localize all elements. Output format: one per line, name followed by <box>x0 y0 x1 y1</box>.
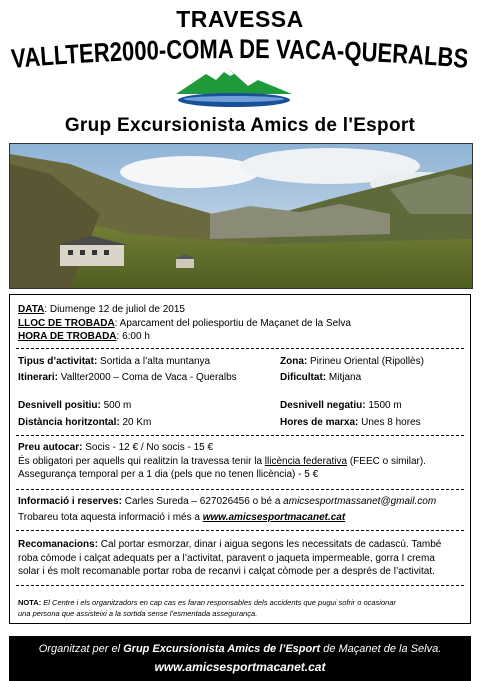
section-terrain <box>18 399 462 433</box>
footer-org-name: Grup Excursionista Amics de l’Esport <box>123 643 321 655</box>
footer <box>9 636 471 681</box>
preu-value: Socis - 12 € / No socis - 15 € <box>82 442 214 453</box>
distancia-value: 20 Km <box>119 417 152 428</box>
informacio-value: Carles Sureda – 627026456 o bé a <box>121 496 284 507</box>
desnivell-pos-value: 500 m <box>100 400 132 411</box>
hores-row <box>280 416 421 430</box>
info-box <box>9 294 471 624</box>
itinerari-label: Itinerari: <box>18 372 59 383</box>
data-row <box>18 303 462 317</box>
nota-line1 <box>18 597 462 608</box>
preu-row <box>18 441 462 455</box>
footer-text-c: de Maçanet de la Selva. <box>320 643 442 655</box>
email-link[interactable]: amicsesportmassanet@gmail.com <box>283 496 437 507</box>
dificultat-value: Mitjana <box>326 372 362 383</box>
obligatori-text: És obligatori per aquells qui realitzin la travessa tenir la <box>18 455 265 467</box>
divider <box>16 435 464 436</box>
hora-row <box>18 330 462 344</box>
section-contact <box>18 495 462 524</box>
recom-line3: solar i és molt recomanable portar roba de recanvi i calçat còmode per a després de l’activitat. <box>18 566 435 577</box>
dificultat-label: Dificultat: <box>280 372 327 383</box>
informacio-label: Informació i reserves: <box>18 496 122 507</box>
recom-label: Recomanacions: <box>18 539 99 550</box>
desnivell-neg-label: Desnivell negatiu: <box>280 400 366 411</box>
recom-text1: Cal portar esmorzar, dinar i aigua segons les necessitats de cadascú. També <box>98 539 442 550</box>
tipus-value: Sortida a l’alta muntanya <box>97 356 211 367</box>
asseguranca-row: Assegurança temporal per a 1 dia (pels que no tenen llicència) - 5 € <box>18 469 319 480</box>
recom-line1 <box>18 538 462 552</box>
trobareu-text: Trobareu tota aquesta informació i més a <box>18 511 203 523</box>
nota-text1: El Centre i els organitzadors en cap cas es faran responsables dels accidents que pugui sofrir o ocasionar <box>41 598 396 607</box>
nota-line2: una persona que assisteixi a la sortida sense l’esmentada assegurança. <box>18 609 258 618</box>
divider <box>16 585 464 586</box>
zona-label: Zona: <box>280 356 308 367</box>
lloc-value: : Aparcament del poliesportiu de Maçanet de la Selva <box>114 317 351 329</box>
title-line1: TRAVESSA <box>176 6 304 32</box>
nota-label: NOTA: <box>18 598 42 607</box>
website-link[interactable]: www.amicsesportmacanet.cat <box>202 511 346 523</box>
lloc-row <box>18 317 462 331</box>
landscape-photo <box>9 143 473 289</box>
desnivell-neg-value: 1500 m <box>365 400 402 411</box>
hora-value: : 6:00 h <box>116 331 150 342</box>
informacio-row <box>18 495 462 509</box>
trobareu-row <box>18 511 462 525</box>
distancia-row <box>18 416 151 430</box>
itinerari-value: Vallter2000 – Coma de Vaca - Queralbs <box>58 372 237 383</box>
llicencia-link[interactable]: llicència federativa <box>264 455 348 467</box>
divider <box>16 489 464 490</box>
section-price <box>18 441 462 482</box>
dificultat-row <box>280 371 361 385</box>
lloc-label: LLOC DE TROBADA <box>18 317 115 329</box>
footer-text-a: Organitzat per el <box>38 643 124 655</box>
hores-value: Unes 8 hores <box>358 417 421 428</box>
data-value: : Diumenge 12 de juliol de 2015 <box>44 304 185 315</box>
desnivell-pos-row <box>18 399 131 413</box>
obligatori-text-end: (FEEC o similar). <box>347 455 426 467</box>
divider <box>16 530 464 531</box>
divider <box>16 348 464 349</box>
data-label: DATA <box>18 304 45 315</box>
section-nota <box>18 597 462 619</box>
tipus-label: Tipus d’activitat: <box>18 356 98 367</box>
distancia-label: Distància horitzontal: <box>18 417 120 428</box>
obligatori-row <box>18 455 462 469</box>
preu-label: Preu autocar: <box>18 442 83 453</box>
mountain-logo-icon <box>176 66 292 112</box>
desnivell-neg-row <box>280 399 402 413</box>
organization-name: Grup Excursionista Amics de l'Esport <box>64 115 416 136</box>
hora-label: HORA DE TROBADA <box>18 331 117 342</box>
zona-row <box>280 355 424 369</box>
section-activity <box>18 355 462 395</box>
recom-line2: roba còmode i calçat adequats per a l’activitat, paravent o jaqueta impermeable, gorra I crema <box>18 552 435 564</box>
footer-website-link[interactable]: www.amicsesportmacanet.cat <box>154 660 326 674</box>
section-meeting <box>18 303 462 344</box>
itinerari-row <box>18 371 237 385</box>
footer-line1 <box>9 643 471 655</box>
tipus-row <box>18 355 210 369</box>
hores-label: Hores de marxa: <box>280 417 359 428</box>
section-recommendations <box>18 538 462 579</box>
title-line2-text: VALLTER2000-COMA DE VACA-QUERALBS <box>9 38 473 75</box>
desnivell-pos-label: Desnivell positiu: <box>18 400 101 411</box>
zona-value: Pirineu Oriental (Ripollès) <box>307 356 424 367</box>
